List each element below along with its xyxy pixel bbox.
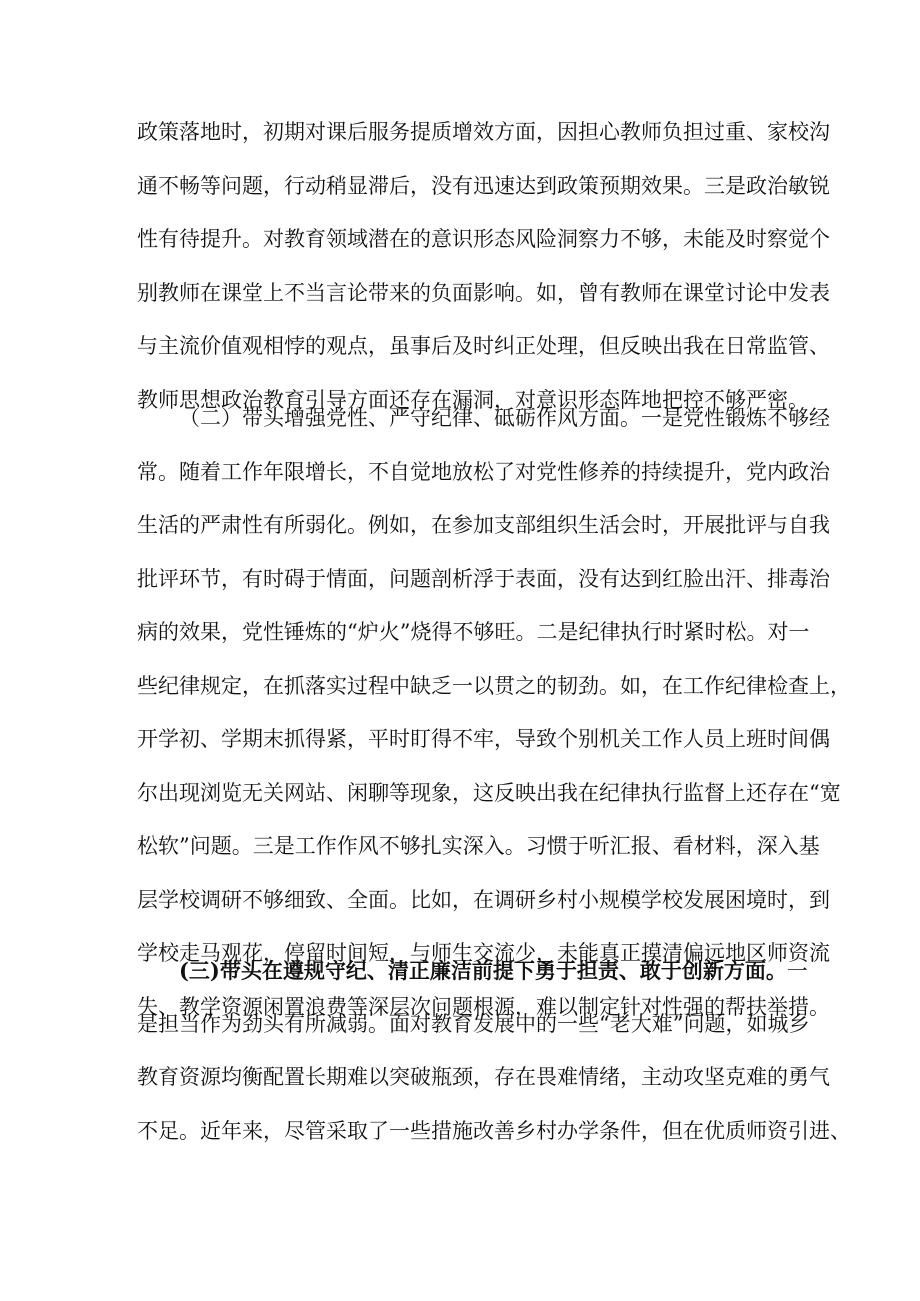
section-two-first-line: （二）带头增强党性、严守纪律、砥砺作风方面。一是党性锻炼不够经 <box>179 406 830 430</box>
text-line: 层学校调研不够细致、全面。比如，在调研乡村小规模学校发展困境时，到 <box>137 887 830 912</box>
text-line: 批评环节，有时碍于情面，问题剖析浮于表面，没有达到红脸出汗、排毒治 <box>137 566 830 591</box>
text-line: 生活的严肃性有所弱化。例如，在参加支部组织生活会时，开展批评与自我 <box>137 513 830 537</box>
text-line: 性有待提升。对教育领域潜在的意识形态风险洞察力不够，未能及时察觉个 <box>137 227 830 251</box>
section-three-heading-tail: 一 <box>786 959 808 983</box>
text-line: 通不畅等问题，行动稍显滞后，没有迅速达到政策预期效果。三是政治敏锐 <box>137 173 830 198</box>
section-three-heading: (三)带头在遵规守纪、清正廉洁前提下勇于担责、敢于创新方面。 <box>179 958 787 983</box>
section-three-heading-line <box>137 944 808 998</box>
paragraph-continuation <box>137 106 830 427</box>
text-line: 病的效果，党性锤炼的“炉火”烧得不够旺。二是纪律执行时紧时松。对一 <box>137 620 810 644</box>
paragraph-section-two <box>137 392 851 1034</box>
text-line: 政策落地时，初期对课后服务提质增效方面，因担心教师负担过重、家校沟 <box>137 120 830 144</box>
text-line: 些纪律规定，在抓落实过程中缺乏一以贯之的韧劲。如，在工作纪律检查上， <box>137 673 851 698</box>
text-line: 常。随着工作年限增长，不自觉地放松了对党性修养的持续提升，党内政治 <box>137 459 830 484</box>
text-line: 松软”问题。三是工作作风不够扎实深入。习惯于听汇报、看材料，深入基 <box>137 834 820 858</box>
text-line: 失、教学资源闲置浪费等深层次问题根源，难以制定针对性强的帮扶举措。 <box>137 994 830 1019</box>
paragraph-section-three <box>137 944 851 1158</box>
text-line: 别教师在课堂上不当言论带来的负面影响。如，曾有教师在课堂讨论中发表 <box>137 280 830 305</box>
text-line: 尔出现浏览无关网站、闲聊等现象，这反映出我在纪律执行监督上还存在“宽 <box>137 780 841 805</box>
text-line: 开学初、学期末抓得紧，平时盯得不牢，导致个别机关工作人员上班时间偶 <box>137 727 830 751</box>
text-line: 与主流价值观相悖的观点，虽事后及时纠正处理，但反映出我在日常监管、 <box>137 334 830 358</box>
text-line: 教育资源均衡配置长期难以突破瓶颈，存在畏难情绪，主动攻坚克难的勇气 <box>137 1065 830 1089</box>
text-line: 不足。近年来，尽管采取了一些措施改善乡村办学条件，但在优质师资引进、 <box>137 1118 851 1143</box>
text-line: 学校走马观花，停留时间短，与师生交流少，未能真正摸清偏远地区师资流 <box>137 941 830 965</box>
text-line: 是担当作为劲头有所减弱。面对教育发展中的一些“老大难”问题，如城乡 <box>137 1011 810 1036</box>
text-line: 教师思想政治教育引导方面还存在漏洞，对意识形态阵地把控不够严密。 <box>137 387 809 412</box>
